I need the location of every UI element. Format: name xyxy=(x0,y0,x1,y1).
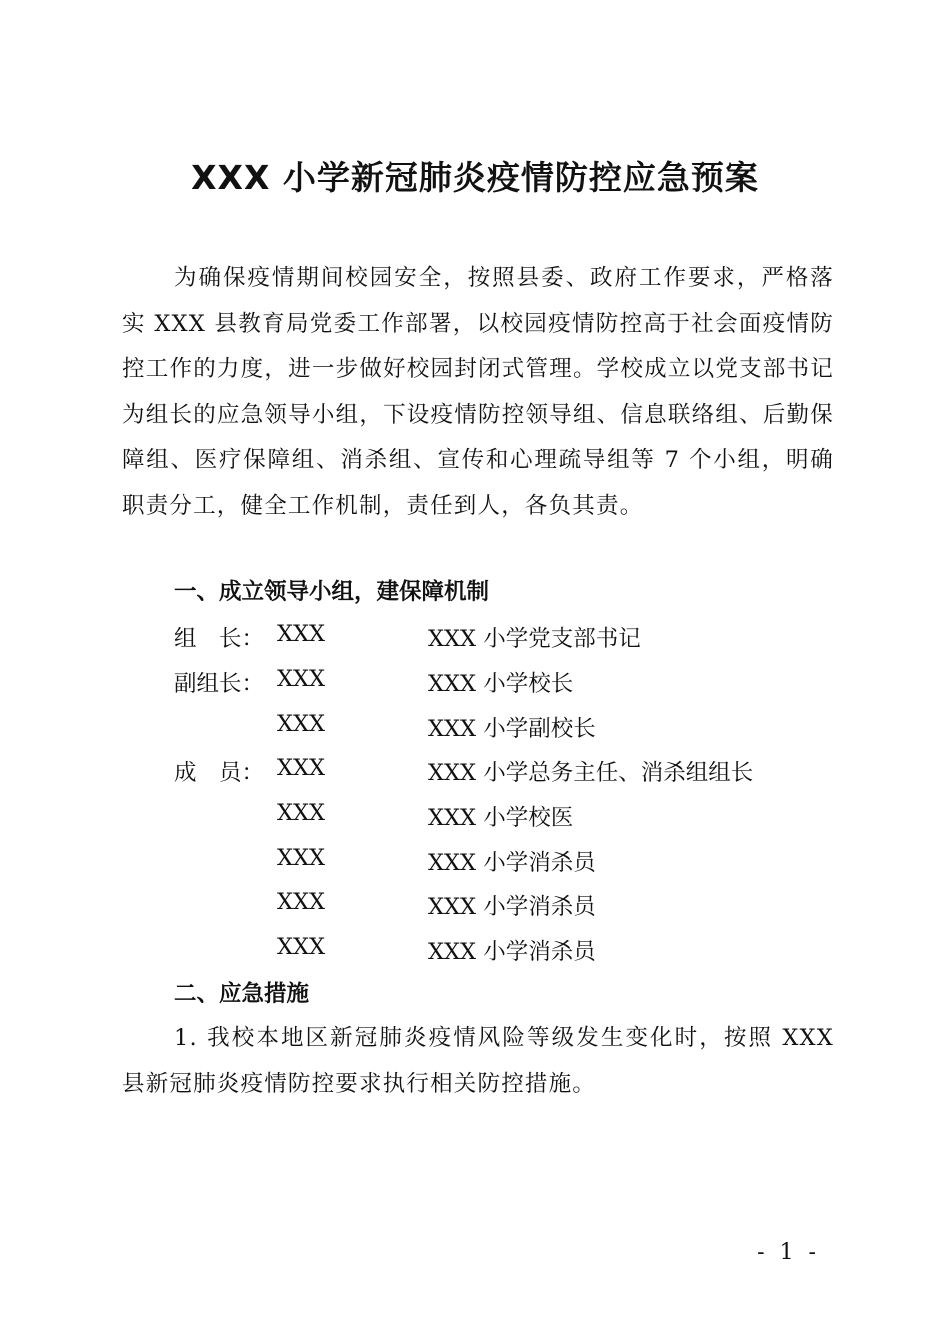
document-title: XXX 小学新冠肺炎疫情防控应急预案 xyxy=(191,158,759,197)
member-row xyxy=(0,934,950,974)
member-row xyxy=(0,666,950,706)
member-name: XXX xyxy=(277,934,326,960)
member-role: 组 长： xyxy=(174,626,265,652)
member-post: XXX 小学总务主任、消杀组组长 xyxy=(428,760,754,786)
member-post: XXX 小学消杀员 xyxy=(428,939,596,965)
member-name: XXX xyxy=(277,800,326,826)
member-post: XXX 小学消杀员 xyxy=(428,894,596,920)
member-name: XXX xyxy=(277,889,326,915)
member-row xyxy=(0,711,950,751)
member-row xyxy=(0,621,950,661)
intro-paragraph: 为确保疫情期间校园安全，按照县委、政府工作要求，严格落实 XXX 县教育局党委工作部署，以校园疫情防控高于社会面疫情防控工作的力度，进一步做好校园封闭式管理。学校成立以党支部书记为组长的应急领导小组，下设疫情防控领导组、信息联络组、后勤保障组、医疗保障组、消杀组、宣传和心理疏导组等 7 个小组，明确职责分工，健全工作机制，责任到人，各负其责。 xyxy=(122,265,834,519)
section-heading-1: 一、成立领导小组，建保障机制 xyxy=(174,579,490,605)
member-role: 成 员： xyxy=(174,760,265,786)
member-name: XXX xyxy=(277,711,326,737)
page-number: - 1 - xyxy=(757,1240,820,1265)
member-name: XXX xyxy=(277,666,326,692)
member-name: XXX xyxy=(277,621,326,647)
member-post: XXX 小学校长 xyxy=(428,671,574,697)
member-role: 副组长： xyxy=(174,671,265,697)
member-row xyxy=(0,889,950,929)
member-post: XXX 小学校医 xyxy=(428,805,574,831)
section-heading-2: 二、应急措施 xyxy=(174,981,310,1007)
member-post: XXX 小学消杀员 xyxy=(428,850,596,876)
member-row xyxy=(0,845,950,885)
member-post: XXX 小学副校长 xyxy=(428,716,596,742)
member-row xyxy=(0,755,950,795)
member-post: XXX 小学党支部书记 xyxy=(428,626,641,652)
member-row xyxy=(0,800,950,840)
measure-item-1: 1. 我校本地区新冠肺炎疫情风险等级发生变化时，按照 XXX 县新冠肺炎疫情防控要求执行相关防控措施。 xyxy=(122,1025,834,1097)
member-name: XXX xyxy=(277,755,326,781)
member-name: XXX xyxy=(277,845,326,871)
